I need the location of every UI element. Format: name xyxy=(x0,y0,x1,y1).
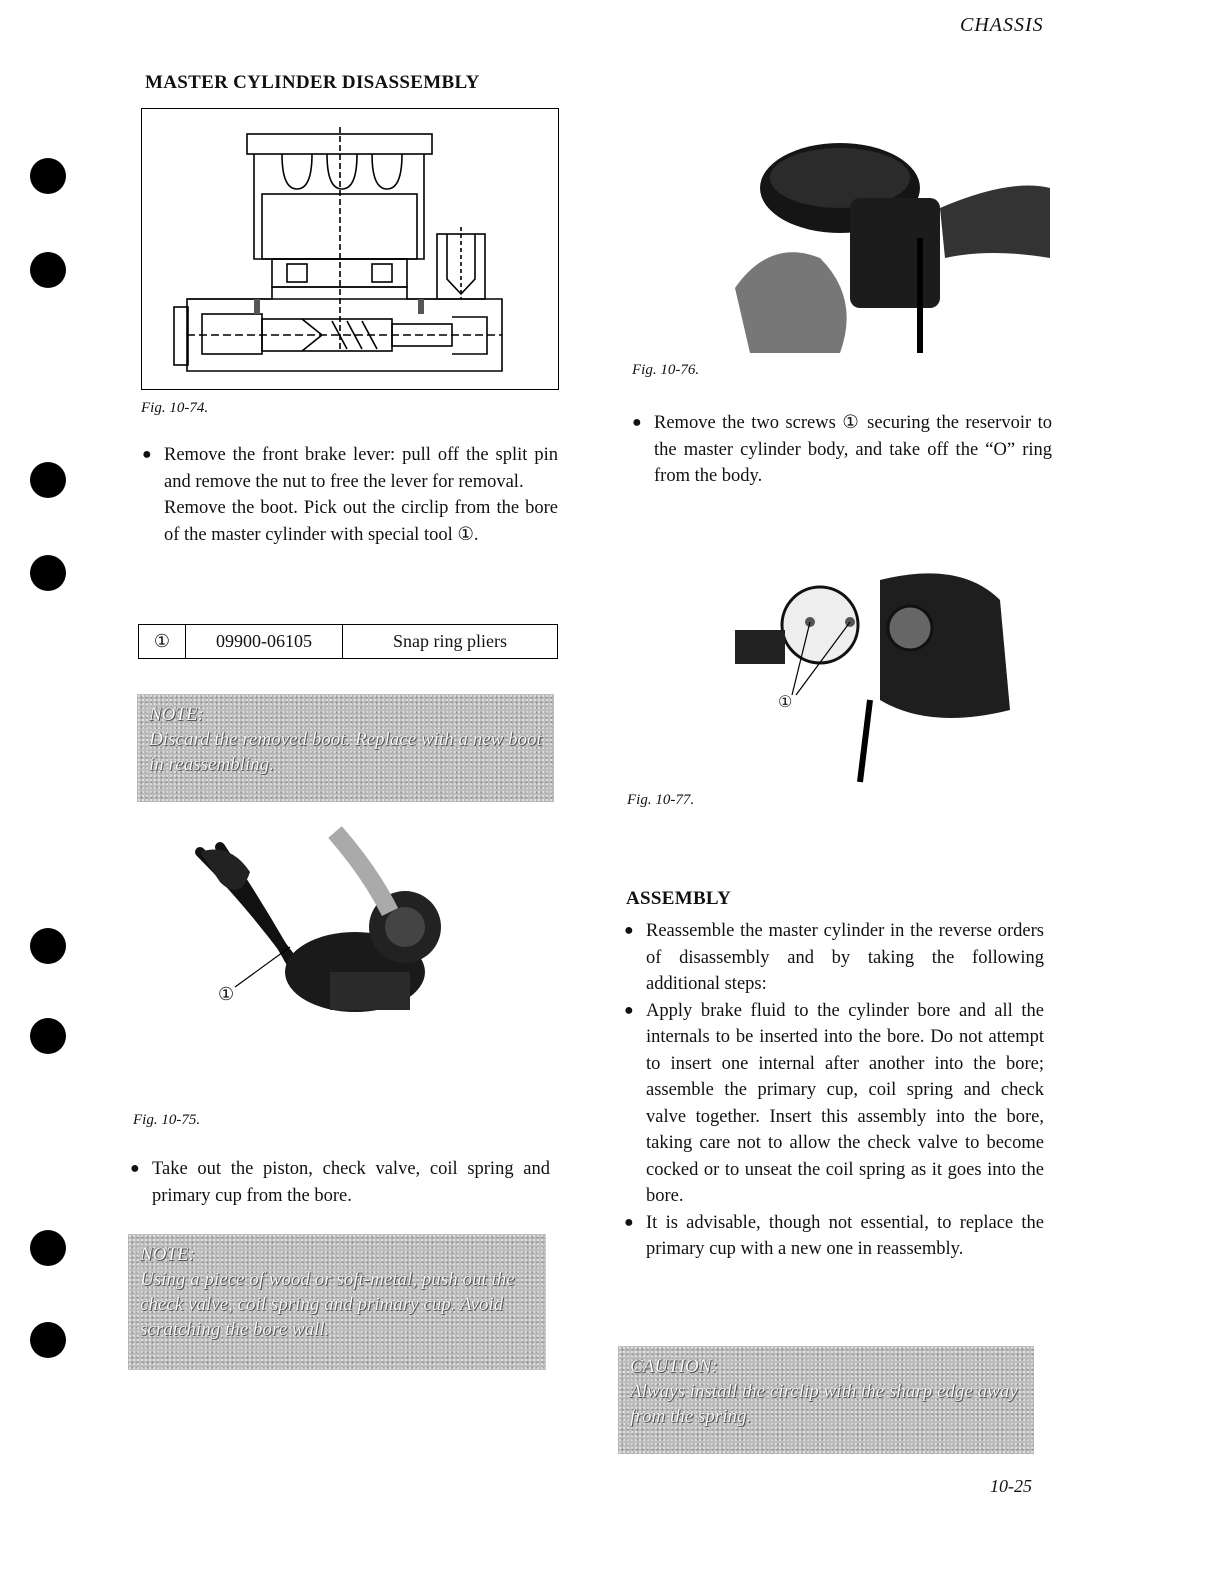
assembly-steps xyxy=(624,918,1044,1263)
binder-hole-icon xyxy=(30,928,66,964)
tool-name-cell: Snap ring pliers xyxy=(343,625,558,659)
bullet-dot-icon: ● xyxy=(632,414,642,431)
list-item-text: It is advisable, though not essential, to replace the primary cup with a new one in reassembly. xyxy=(646,1212,1044,1259)
figure-10-75-caption: Fig. 10-75. xyxy=(133,1112,201,1128)
bullet-text-remove-screws: Remove the two screws ① securing the reservoir to the master cylinder body, and take off the “O” ring from the body. xyxy=(654,413,1052,486)
bullet-text-take-out-piston: Take out the piston, check valve, coil spring and primary cup from the bore. xyxy=(152,1159,550,1206)
section-title-assembly: ASSEMBLY xyxy=(626,888,732,909)
list-item-text: Apply brake fluid to the cylinder bore and all the internals to be inserted into the bore. Do not attempt to insert one internal after another into the bore; assemble the primary cup, coil spring and check valve together. Insert this assembly into the bore, taking care not to allow the check valve to become cocked or to unseat the coil spring as it goes into the bore. xyxy=(646,1000,1044,1206)
section-header: CHASSIS xyxy=(960,14,1044,36)
bullet-dot-icon: ● xyxy=(142,446,152,463)
figure-10-74-caption: Fig. 10-74. xyxy=(141,400,209,416)
bullet-remove-screws xyxy=(632,410,1052,490)
binder-hole-icon xyxy=(30,1322,66,1358)
master-cylinder-diagram xyxy=(142,109,557,388)
note-label: NOTE: xyxy=(140,1244,195,1265)
binder-hole-icon xyxy=(30,462,66,498)
note-text: Discard the removed boot. Replace with a new boot in reassembling. xyxy=(149,729,542,775)
caution-box-circlip xyxy=(618,1346,1034,1454)
figure-10-77-caption: Fig. 10-77. xyxy=(627,792,695,808)
list-item xyxy=(624,1210,1044,1263)
note-box-push-out xyxy=(128,1234,546,1370)
list-item-text: Reassemble the master cylinder in the reverse orders of disassembly and by taking the following additional steps: xyxy=(646,921,1044,994)
figure-10-77-photo xyxy=(730,560,1050,785)
section-title-disassembly: MASTER CYLINDER DISASSEMBLY xyxy=(145,72,480,93)
table-row xyxy=(139,625,558,659)
bullet-remove-lever xyxy=(142,442,558,548)
bullet-text-remove-lever: Remove the front brake lever: pull off the split pin and remove the nut to free the lever for removal. xyxy=(164,445,558,492)
snap-ring-pliers-photo xyxy=(140,822,470,1092)
list-item xyxy=(624,918,1044,998)
callout-1: ① xyxy=(218,984,235,1004)
figure-10-75-photo xyxy=(140,822,470,1092)
bullet-dot-icon: ● xyxy=(624,1001,634,1019)
bullet-dot-icon: ● xyxy=(624,922,634,939)
figure-10-76-photo xyxy=(730,118,1055,358)
special-tool-table xyxy=(138,624,558,659)
bullet-dot-icon: ● xyxy=(130,1160,140,1177)
page-number: 10-25 xyxy=(990,1476,1032,1496)
figure-10-76-caption: Fig. 10-76. xyxy=(632,362,700,378)
figure-10-74-cutaway xyxy=(141,108,559,390)
reservoir-screws-photo xyxy=(730,560,1050,785)
binder-hole-icon xyxy=(30,158,66,194)
reservoir-removal-photo xyxy=(730,118,1055,358)
binder-hole-icon xyxy=(30,1018,66,1054)
binder-hole-icon xyxy=(30,252,66,288)
bullet-take-out-piston xyxy=(130,1156,550,1209)
list-item xyxy=(624,998,1044,1210)
callout-1: ① xyxy=(778,694,793,711)
bullet-dot-icon: ● xyxy=(624,1213,634,1231)
caution-text: Always install the circlip with the sharp edge away from the spring. xyxy=(630,1381,1018,1427)
note-label: NOTE: xyxy=(149,704,204,725)
binder-hole-icon xyxy=(30,555,66,591)
caution-label: CAUTION: xyxy=(630,1356,718,1377)
note-text: Using a piece of wood or soft-metal, push out the check valve, coil spring and primary cup. Avoid scratching the bore wall. xyxy=(140,1269,515,1340)
tool-number-cell: ① xyxy=(139,625,186,659)
bullet-text-remove-boot: Remove the boot. Pick out the circlip from the bore of the master cylinder with special tool ①. xyxy=(164,498,558,545)
tool-part-cell: 09900-06105 xyxy=(186,625,343,659)
binder-hole-icon xyxy=(30,1230,66,1266)
note-box-boot xyxy=(137,694,554,802)
